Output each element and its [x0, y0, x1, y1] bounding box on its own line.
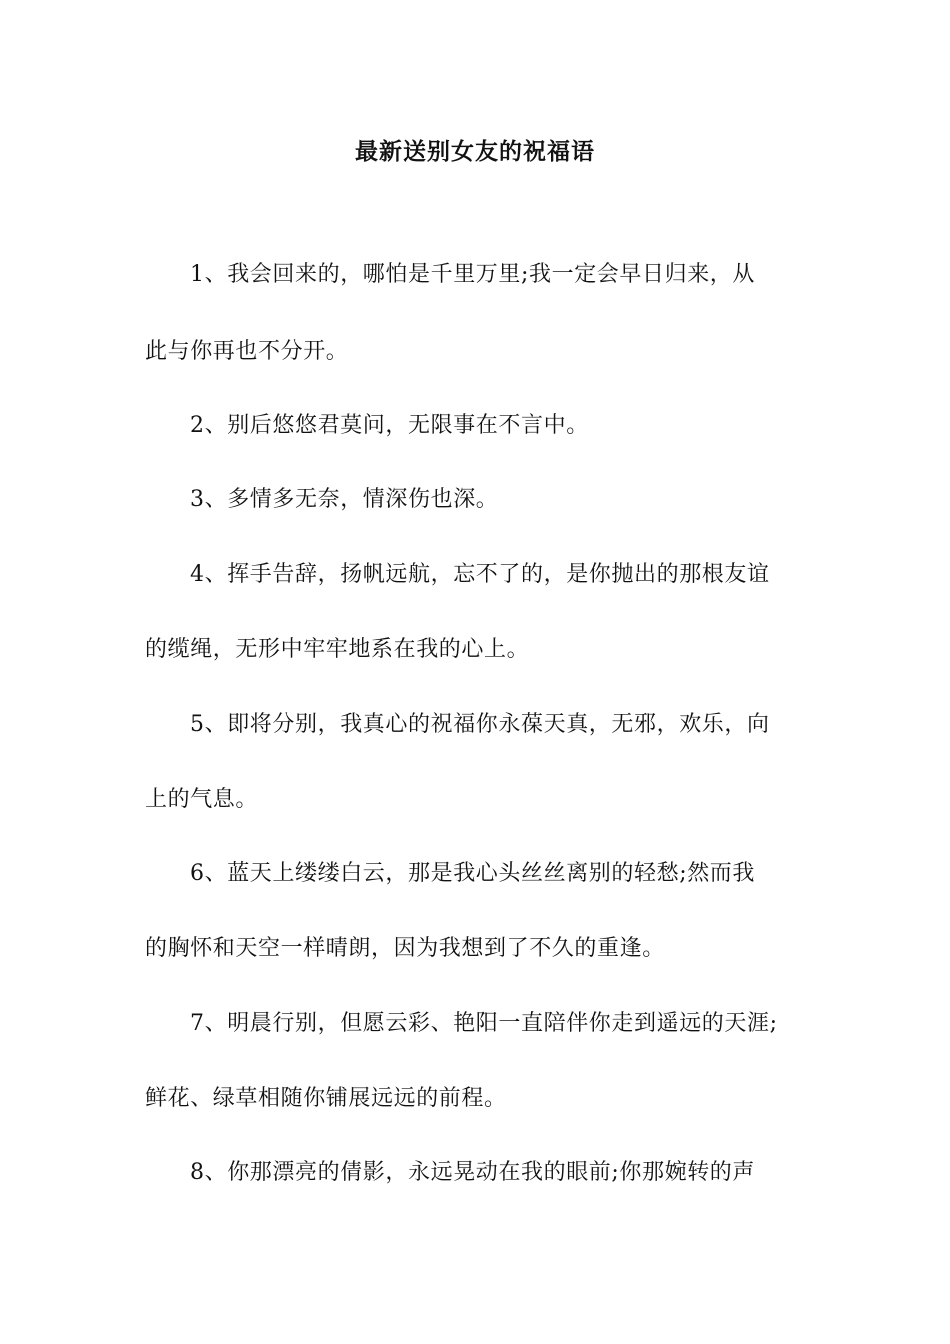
- text-line: 的胸怀和天空一样晴朗，因为我想到了不久的重逢。: [145, 936, 665, 961]
- text-line: 2、别后悠悠君莫问，无限事在不言中。: [190, 413, 589, 438]
- text-line: 鲜花、绿草相随你铺展远远的前程。: [145, 1086, 507, 1111]
- text-line: 7、明晨行别，但愿云彩、艳阳一直陪伴你走到遥远的天涯;: [190, 1011, 778, 1036]
- page-title: 最新送别女友的祝福语: [355, 139, 595, 165]
- text-line: 上的气息。: [145, 787, 259, 812]
- text-line: 此与你再也不分开。: [145, 339, 349, 364]
- text-line: 6、蓝天上缕缕白云，那是我心头丝丝离别的轻愁;然而我: [190, 861, 756, 886]
- text-line: 8、你那漂亮的倩影，永远晃动在我的眼前;你那婉转的声: [190, 1160, 756, 1185]
- text-line: 4、挥手告辞，扬帆远航，忘不了的，是你抛出的那根友谊: [190, 562, 770, 587]
- text-line: 5、即将分别，我真心的祝福你永葆天真，无邪，欢乐，向: [190, 712, 770, 737]
- text-line: 3、多情多无奈，情深伤也深。: [190, 487, 499, 512]
- text-line: 的缆绳，无形中牢牢地系在我的心上。: [145, 637, 530, 662]
- text-line: 1、我会回来的，哪怕是千里万里;我一定会早日归来，从: [190, 262, 756, 287]
